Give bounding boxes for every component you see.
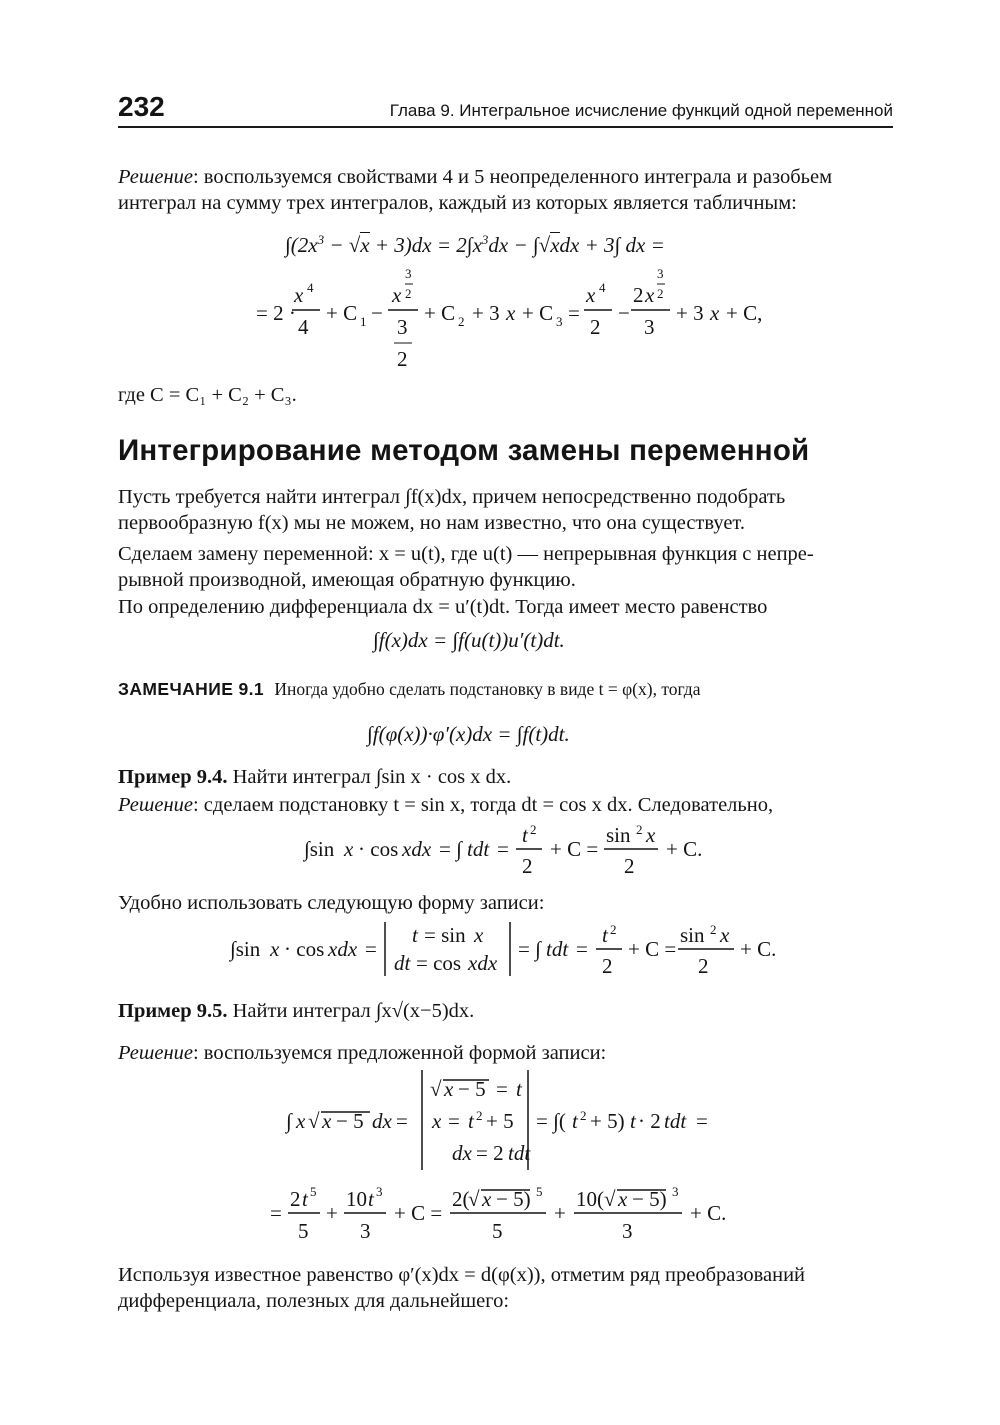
svg-text:tdt: tdt <box>546 937 569 961</box>
svg-text:sin: sin <box>606 824 631 847</box>
svg-text:3: 3 <box>644 315 655 339</box>
svg-text:+ C.: + C. <box>690 1201 727 1225</box>
svg-text:x: x <box>586 283 596 307</box>
svg-text:+ 5: + 5 <box>486 1109 514 1133</box>
svg-text:t: t <box>630 1109 636 1133</box>
svg-text:10: 10 <box>346 1187 367 1211</box>
svg-text:x: x <box>344 837 354 861</box>
svg-text:2: 2 <box>397 347 408 370</box>
svg-text:+ C: + C <box>522 301 554 325</box>
svg-text:2: 2 <box>657 286 664 301</box>
svg-text:2: 2 <box>710 922 717 937</box>
svg-text:5: 5 <box>492 1219 503 1243</box>
example-9-5-label: Пример 9.5. <box>118 1000 228 1022</box>
equation-6-line-2 <box>268 1182 748 1246</box>
intro-line-2: интеграл на сумму трех интегралов, каждый из которых является табличным: <box>118 192 797 214</box>
svg-text:− 5: − 5 <box>458 1077 486 1101</box>
svg-text:3: 3 <box>556 314 563 329</box>
svg-text:+ C =: + C = <box>550 837 599 861</box>
svg-text:x: x <box>618 1187 628 1211</box>
svg-text:− 5): − 5) <box>632 1187 667 1211</box>
svg-text:3: 3 <box>622 1219 633 1243</box>
equation-6-line-1 <box>284 1068 744 1174</box>
svg-text:3: 3 <box>405 266 412 281</box>
svg-text:+ C.: + C. <box>740 937 777 961</box>
svg-text:−: − <box>618 301 630 325</box>
svg-text:2: 2 <box>624 854 635 878</box>
svg-text:2: 2 <box>590 315 601 339</box>
svg-text:x: x <box>474 923 484 947</box>
svg-text:∫sin: ∫sin <box>304 837 335 861</box>
example-9-4 <box>118 764 891 790</box>
svg-text:t: t <box>302 1187 308 1211</box>
svg-text:=: = <box>576 937 588 961</box>
svg-text:xdx: xdx <box>468 951 498 975</box>
svg-text:t: t <box>468 1109 474 1133</box>
svg-text:x: x <box>720 923 730 947</box>
svg-text:t: t <box>602 923 608 947</box>
svg-text:=: = <box>448 1109 460 1133</box>
svg-text:· cos: · cos <box>358 837 399 861</box>
svg-text:∫: ∫ <box>286 1109 292 1133</box>
svg-text:2: 2 <box>290 1187 301 1211</box>
svg-text:=: = <box>270 1201 282 1225</box>
where-line: где C = C₁ + C₂ + C₃. <box>118 384 297 406</box>
svg-text:+ 5): + 5) <box>590 1109 625 1133</box>
example-9-4-label: Пример 9.4. <box>118 766 228 788</box>
equation-1-line-1: $\int(2x^3 - √x + 3)dx = 2\int x^3dx - \int√xdx + 3\int$ dx = <box>285 232 665 257</box>
svg-text:= ∫(: = ∫( <box>536 1109 566 1133</box>
svg-text:+ 3: + 3 <box>676 301 704 325</box>
form-text: Удобно использовать следующую форму записи: <box>118 892 545 914</box>
svg-text:x: x <box>482 1187 492 1211</box>
svg-text:∫sin: ∫sin <box>230 937 261 961</box>
svg-text:xdx: xdx <box>328 937 358 961</box>
svg-text:2: 2 <box>698 954 709 978</box>
para-2-line-2: рывной производной, имеющая обратную функцию. <box>118 569 576 591</box>
svg-text:x: x <box>645 283 655 307</box>
svg-text:− 5: − 5 <box>336 1109 364 1133</box>
svg-text:= 2 ·: = 2 · <box>256 301 296 325</box>
svg-text:x: x <box>710 301 720 325</box>
svg-text:= 2: = 2 <box>476 1141 504 1165</box>
svg-text:· 2: · 2 <box>638 1109 661 1133</box>
svg-text:3: 3 <box>360 1219 371 1243</box>
intro-line-1 <box>118 164 891 190</box>
svg-text:4: 4 <box>599 280 606 295</box>
svg-text:+ C.: + C. <box>666 837 703 861</box>
svg-text:+ C =: + C = <box>394 1201 443 1225</box>
svg-text:t: t <box>516 1077 522 1101</box>
svg-text:=: = <box>696 1109 708 1133</box>
svg-text:=: = <box>568 301 580 325</box>
svg-text:tdt: tdt <box>467 837 490 861</box>
running-header <box>118 92 893 128</box>
equation-2: ∫f(x)dx = ∫f(u(t))u′(t)dt. <box>373 628 565 652</box>
svg-text:2: 2 <box>405 286 412 301</box>
svg-text:3: 3 <box>397 315 408 339</box>
svg-text:x: x <box>322 1109 332 1133</box>
svg-text:5: 5 <box>536 1184 543 1199</box>
svg-text:2: 2 <box>602 954 613 978</box>
svg-text:xdx: xdx <box>402 837 432 861</box>
page-number: 232 <box>118 91 165 122</box>
svg-text:+: + <box>554 1201 566 1225</box>
equation-3: ∫f(φ(x))·φ′(x)dx = ∫f(t)dt. <box>367 722 570 746</box>
svg-text:dt: dt <box>394 951 411 975</box>
svg-text:=: = <box>496 1077 508 1101</box>
svg-text:2: 2 <box>636 824 643 837</box>
example-9-5 <box>118 998 891 1024</box>
svg-text:4: 4 <box>298 315 309 339</box>
svg-text:+ C =: + C = <box>628 937 677 961</box>
svg-text:x: x <box>646 824 656 847</box>
svg-text:3: 3 <box>657 266 664 281</box>
svg-text:t: t <box>368 1187 374 1211</box>
svg-text:√: √ <box>604 1187 616 1211</box>
svg-text:t: t <box>522 824 528 847</box>
remark <box>118 676 891 702</box>
svg-text:x: x <box>432 1109 442 1133</box>
final-line-2: дифференциала, полезных для дальнейшего: <box>118 1290 510 1312</box>
svg-text:2: 2 <box>458 314 465 329</box>
svg-text:t: t <box>412 923 418 947</box>
svg-text:√: √ <box>430 1077 442 1101</box>
svg-text:= ∫: = ∫ <box>439 837 462 861</box>
svg-text:tdt: tdt <box>508 1141 531 1165</box>
solution-9-5-text: : воспользуемся предложенной формой записи: <box>192 1042 607 1064</box>
svg-text:=: = <box>396 1109 408 1133</box>
svg-text:− 5): − 5) <box>496 1187 531 1211</box>
svg-text:dx: dx <box>452 1141 472 1165</box>
svg-text:+ C,: + C, <box>726 301 763 325</box>
svg-text:· cos: · cos <box>284 937 325 961</box>
svg-text:10(: 10( <box>576 1187 604 1211</box>
svg-text:+ C: + C <box>326 301 358 325</box>
equation-1-line-2 <box>250 266 770 370</box>
intro-text-1: : воспользуемся свойствами 4 и 5 неопределенного интеграла и разобьем <box>192 166 833 188</box>
svg-text:x: x <box>294 283 304 307</box>
solution-9-5 <box>118 1040 891 1066</box>
example-9-4-text: Найти интеграл ∫sin x · cos x dx. <box>232 766 512 788</box>
equation-5 <box>228 918 788 982</box>
solution-9-5-label: Решение <box>118 1042 193 1064</box>
example-9-5-text: Найти интеграл ∫x√(x−5)dx. <box>232 1000 475 1022</box>
svg-text:=: = <box>365 937 377 961</box>
para-2-line-1: Сделаем замену переменной: x = u(t), где u(t) — непрерывная функция с непре- <box>118 543 814 565</box>
svg-text:2: 2 <box>476 1108 483 1123</box>
svg-text:5: 5 <box>298 1219 309 1243</box>
svg-text:√: √ <box>308 1109 320 1133</box>
svg-text:+ C: + C <box>424 301 456 325</box>
svg-text:2: 2 <box>530 824 537 837</box>
svg-text:tdt: tdt <box>664 1109 687 1133</box>
svg-text:−: − <box>371 301 383 325</box>
svg-text:3: 3 <box>376 1184 383 1199</box>
svg-text:=: = <box>497 837 509 861</box>
solution-label: Решение <box>118 166 193 188</box>
svg-text:= ∫: = ∫ <box>518 937 541 961</box>
svg-text:x: x <box>296 1109 306 1133</box>
svg-text:2: 2 <box>610 922 617 937</box>
solution-9-4-text: : сделаем подстановку t = sin x, тогда dt = cos x dx. Следовательно, <box>192 794 774 816</box>
svg-text:2(: 2( <box>452 1187 470 1211</box>
para-1-line-1: Пусть требуется найти интеграл ∫f(x)dx, причем непосредственно подобрать <box>118 486 786 508</box>
chapter-title: Глава 9. Интегральное исчисление функций одной переменной <box>389 101 893 120</box>
final-line-1: Используя известное равенство φ′(x)dx = d(φ(x)), отметим ряд преобразований <box>118 1264 806 1286</box>
svg-text:t: t <box>572 1109 578 1133</box>
svg-text:x: x <box>392 283 402 307</box>
svg-text:= sin: = sin <box>424 923 466 947</box>
remark-text: Иногда удобно сделать подстановку в виде t = φ(x), тогда <box>274 679 701 699</box>
svg-text:2: 2 <box>580 1108 587 1123</box>
svg-text:x: x <box>444 1077 454 1101</box>
solution-9-4 <box>118 792 891 818</box>
remark-title: ЗАМЕЧАНИЕ 9.1 <box>118 679 265 699</box>
svg-text:= cos: = cos <box>416 951 462 975</box>
svg-text:x: x <box>506 301 516 325</box>
svg-text:sin: sin <box>680 923 705 947</box>
equation-4 <box>302 824 722 882</box>
svg-text:√: √ <box>468 1187 480 1211</box>
svg-text:+ 3: + 3 <box>472 301 500 325</box>
svg-text:5: 5 <box>310 1184 317 1199</box>
para-3: По определению дифференциала dx = u′(t)dt. Тогда имеет место равенство <box>118 596 768 618</box>
svg-text:1: 1 <box>360 314 367 329</box>
svg-text:2: 2 <box>522 854 533 878</box>
svg-text:dx: dx <box>372 1109 392 1133</box>
svg-text:x: x <box>270 937 280 961</box>
svg-text:+: + <box>326 1201 338 1225</box>
solution-9-4-label: Решение <box>118 794 193 816</box>
svg-text:3: 3 <box>672 1184 679 1199</box>
svg-text:4: 4 <box>307 280 314 295</box>
section-title: Интегрирование методом замены переменной <box>118 434 810 467</box>
svg-text:2: 2 <box>633 283 644 307</box>
para-1-line-2: первообразную f(x) мы не можем, но нам известно, что она существует. <box>118 512 745 534</box>
